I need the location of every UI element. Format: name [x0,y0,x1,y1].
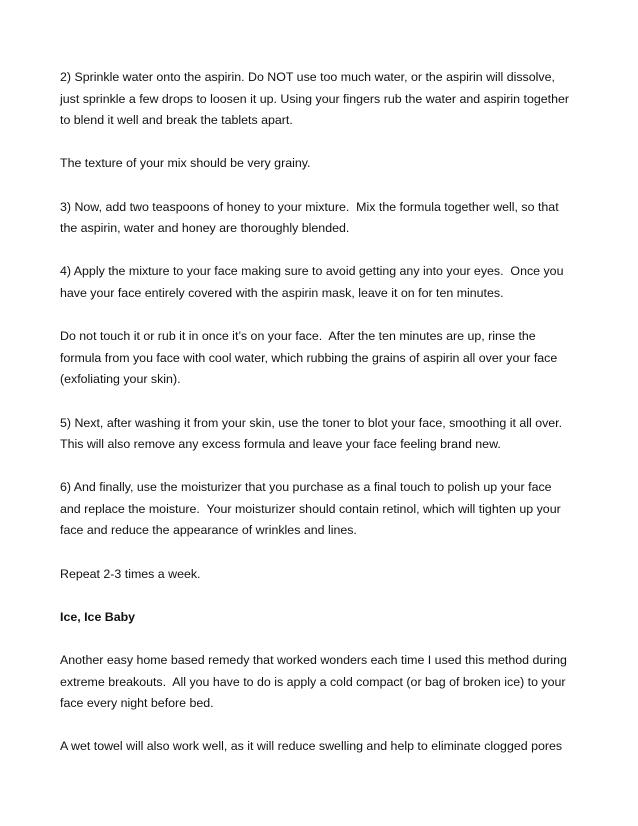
text-line: face and reduce the appearance of wrinkles and lines. [60,523,357,538]
paragraph [60,326,580,391]
paragraph [60,153,580,175]
text-line: the aspirin, water and honey are thoroughly blended. [60,221,350,236]
section-heading [60,607,580,629]
text-line: 6) And finally, use the moisturizer that you purchase as a final touch to polish up your face [60,480,552,495]
text-line: Ice, Ice Baby [60,609,136,624]
paragraph [60,197,580,240]
paragraph [60,477,580,542]
paragraph [60,67,580,132]
paragraph [60,261,580,304]
text-line: (exfoliating your skin). [60,372,181,387]
text-line: just sprinkle a few drops to loosen it up. Using your fingers rub the water and aspirin together [60,91,569,106]
text-line: 2) Sprinkle water onto the aspirin. Do NOT use too much water, or the aspirin will dissolve, [60,70,555,84]
text-line: Repeat 2-3 times a week. [60,566,201,581]
text-line: 3) Now, add two teaspoons of honey to your mixture. Mix the formula together well, so that [60,199,559,214]
text-line: formula from you face with cool water, which rubbing the grains of aspirin all over your face [60,350,558,365]
text-line: have your face entirely covered with the aspirin mask, leave it on for ten minutes. [60,285,504,300]
text-line: This will also remove any excess formula and leave your face feeling brand new. [60,437,501,452]
paragraph [60,650,580,715]
text-line: extreme breakouts. All you have to do is apply a cold compact (or bag of broken ice) to your [60,674,566,689]
paragraph [60,564,580,586]
paragraph [60,413,580,456]
text-line: Another easy home based remedy that worked wonders each time I used this method during [60,653,567,668]
text-line: 5) Next, after washing it from your skin, use the toner to blot your face, smoothing it all over. [60,415,563,430]
text-line: The texture of your mix should be very grainy. [60,156,311,171]
text-line: and replace the moisture. Your moisturizer should contain retinol, which will tighten up your [60,501,561,516]
text-line: Do not touch it or rub it in once it’s on your face. After the ten minutes are up, rinse the [60,329,536,344]
text-line: face every night before bed. [60,696,214,711]
text-line: to blend it well and break the tablets apart. [60,113,293,128]
text-line: A wet towel will also work well, as it will reduce swelling and help to eliminate clogged pores [60,739,563,754]
paragraph [60,736,580,758]
document-body [60,67,580,780]
text-line: 4) Apply the mixture to your face making sure to avoid getting any into your eyes. Once you [60,264,564,279]
